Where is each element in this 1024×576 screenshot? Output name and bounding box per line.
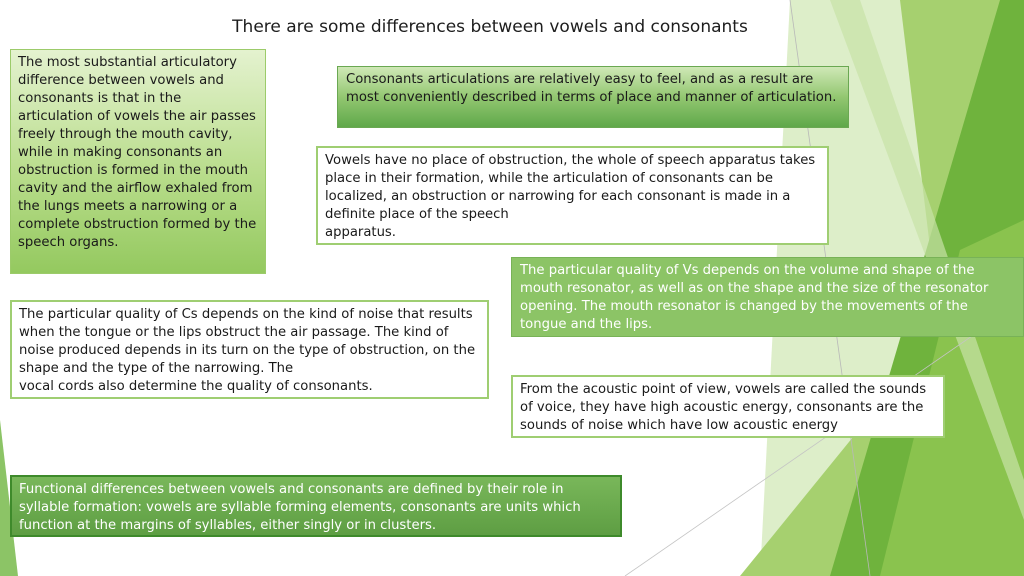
- slide-title: There are some differences between vowels and consonants: [232, 17, 748, 37]
- articulatory-difference-text: The most substantial articulatory difference between vowels and consonants is that in the articulation of vowels the air passes freely through the mouth cavity, while in making consonants an obstruction is formed in the mouth cavity and the airflow exhaled from the lungs meets a narrowing or a complete obstruction formed by the speech organs.: [18, 55, 257, 250]
- consonant-quality-text: The particular quality of Cs depends on the kind of noise that results when the tongue or the lips obstruct the air passage. The kind of noise produced depends in its turn on the type of obstruction, on the shape and the type of the narrowing. The: [19, 307, 476, 376]
- functional-difference-text: Functional differences between vowels and consonants are defined by their role in syllable formation: vowels are syllable forming elements, consonants are units which function at the margins of syllables, either singly or in clusters.: [19, 482, 581, 533]
- acoustic-difference-box: [511, 375, 945, 438]
- consonant-quality-text-end: vocal cords also determine the quality of consonants.: [19, 379, 373, 394]
- functional-difference-box: [10, 475, 622, 537]
- vowel-quality-text: The particular quality of Vs depends on the volume and shape of the mouth resonator, as well as on the shape and the size of the resonator opening. The mouth resonator is changed by the movements of the tongue and the lips.: [520, 263, 989, 332]
- vowels-obstruction-text: Vowels have no place of obstruction, the whole of speech apparatus takes place in their formation, while the articulation of consonants can be localized, an obstruction or narrowing for each consonant is made in a definite place of the speech: [325, 153, 816, 222]
- consonant-quality-box: [10, 300, 489, 399]
- vowels-obstruction-box: [316, 146, 829, 245]
- vowels-obstruction-text-end: apparatus.: [325, 225, 396, 240]
- consonants-feel-text: Consonants articulations are relatively easy to feel, and as a result are most conveniently described in terms of place and manner of articulation.: [346, 72, 837, 105]
- acoustic-difference-text: From the acoustic point of view, vowels are called the sounds of voice, they have high acoustic energy, consonants are the sounds of noise which have low acoustic energy: [520, 382, 927, 433]
- consonants-feel-box: [337, 66, 849, 128]
- vowel-quality-box: [511, 257, 1024, 337]
- articulatory-difference-box: [10, 49, 266, 274]
